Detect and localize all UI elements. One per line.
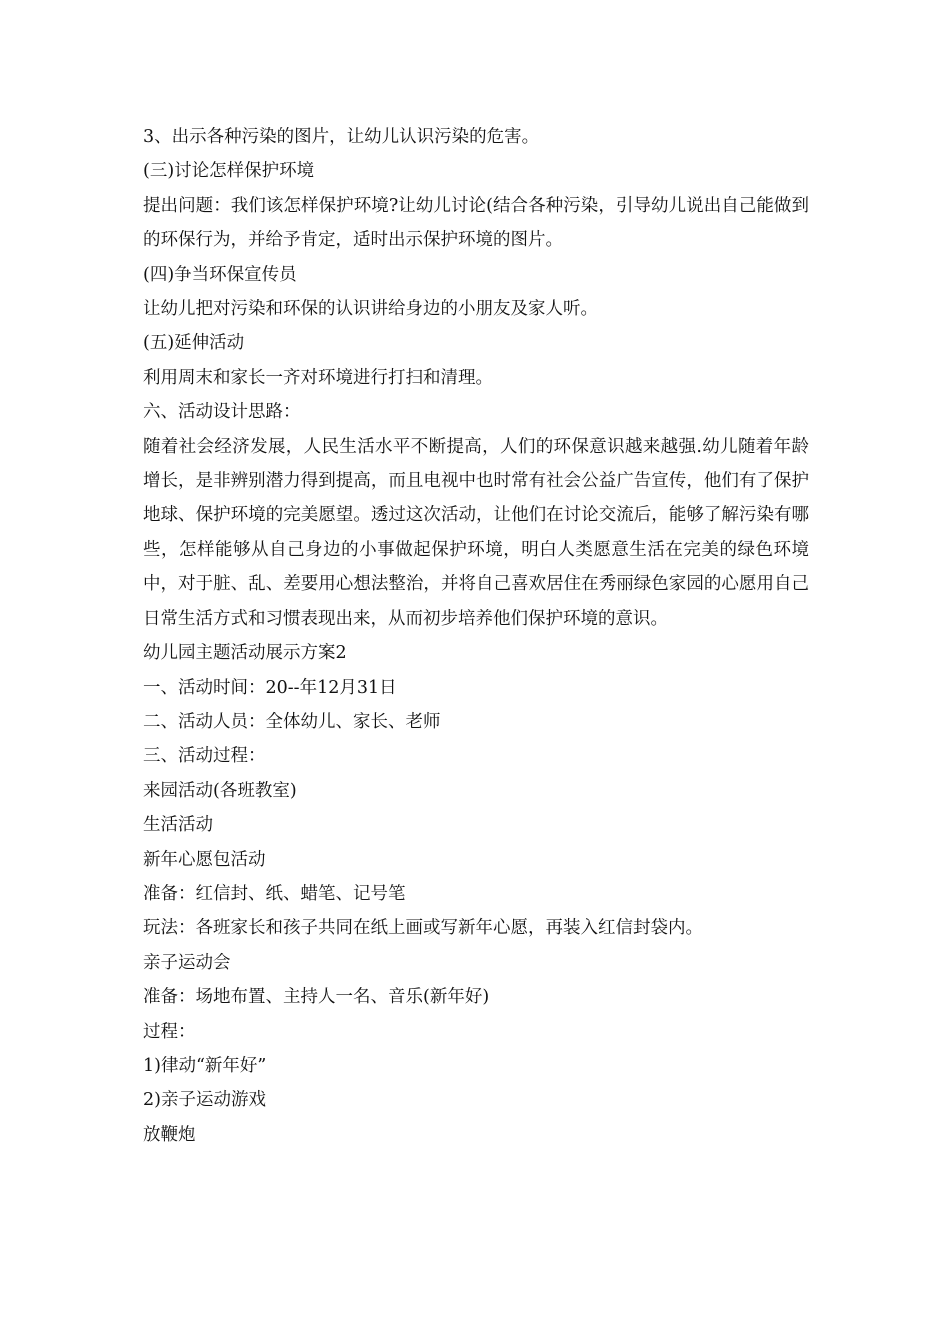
- process-step-1: 1)律动“新年好”: [143, 1055, 267, 1076]
- firecracker-game: 放鞭炮: [143, 1124, 196, 1145]
- sports-meet-preparation: 准备：场地布置、主持人一名、音乐(新年好): [143, 987, 490, 1008]
- activity-process-heading: 三、活动过程：: [143, 746, 266, 767]
- design-idea-paragraph: 随着社会经济发展，人民生活水平不断提高，人们的环保意识越来越强.幼儿随着年龄增长，是非辨别潜力得到提高，而且电视中也时常有社会公益广告宣传，他们有了保护地球、保护环境的完美愿望。透过这次活动，让他们在讨论交流后，能够了解污染有哪些，怎样能够从自己身边的小事做起保护环境，明白人类愿意生活在完美的绿色环境中，对于脏、乱、差要用心想法整治，并将自己喜欢居住在秀丽绿色家园的心愿用自己日常生活方式和习惯表现出来，从而初步培养他们保护环境的意识。: [143, 436, 809, 629]
- design-idea-heading: 六、活动设计思路：: [143, 402, 301, 423]
- arrival-activity: 来园活动(各班教室): [143, 780, 297, 801]
- wish-bag-rules: 玩法：各班家长和孩子共同在纸上画或写新年心愿，再装入红信封袋内。: [143, 918, 703, 939]
- life-activity: 生活活动: [143, 815, 213, 836]
- section-3-heading: (三)讨论怎样保护环境: [143, 161, 315, 182]
- section-5-text: 利用周末和家长一齐对环境进行打扫和清理。: [143, 367, 493, 388]
- plan-2-title: 幼儿园主题活动展示方案2: [143, 643, 347, 664]
- section-4-heading: (四)争当环保宣传员: [143, 264, 297, 285]
- sports-meet-process-heading: 过程：: [143, 1021, 196, 1042]
- wish-bag-activity: 新年心愿包活动: [143, 849, 266, 870]
- process-step-2: 2)亲子运动游戏: [143, 1090, 266, 1111]
- activity-people: 二、活动人员：全体幼儿、家长、老师: [143, 711, 441, 732]
- section-4-text: 让幼儿把对污染和环保的认识讲给身边的小朋友及家人听。: [143, 299, 598, 320]
- activity-time: 一、活动时间：20--年12月31日: [143, 677, 397, 698]
- wish-bag-preparation: 准备：红信封、纸、蜡笔、记号笔: [143, 883, 406, 904]
- sports-meet-heading: 亲子运动会: [143, 952, 231, 973]
- section-5-heading: (五)延伸活动: [143, 333, 245, 354]
- document-body: [143, 120, 809, 1152]
- step-3-pollution-pictures: 3、出示各种污染的图片，让幼儿认识污染的危害。: [143, 127, 540, 147]
- discussion-paragraph: 提出问题：我们该怎样保护环境?让幼儿讨论(结合各种污染，引导幼儿说出自己能做到的环保行为，并给予肯定，适时出示保护环境的图片。: [143, 195, 809, 251]
